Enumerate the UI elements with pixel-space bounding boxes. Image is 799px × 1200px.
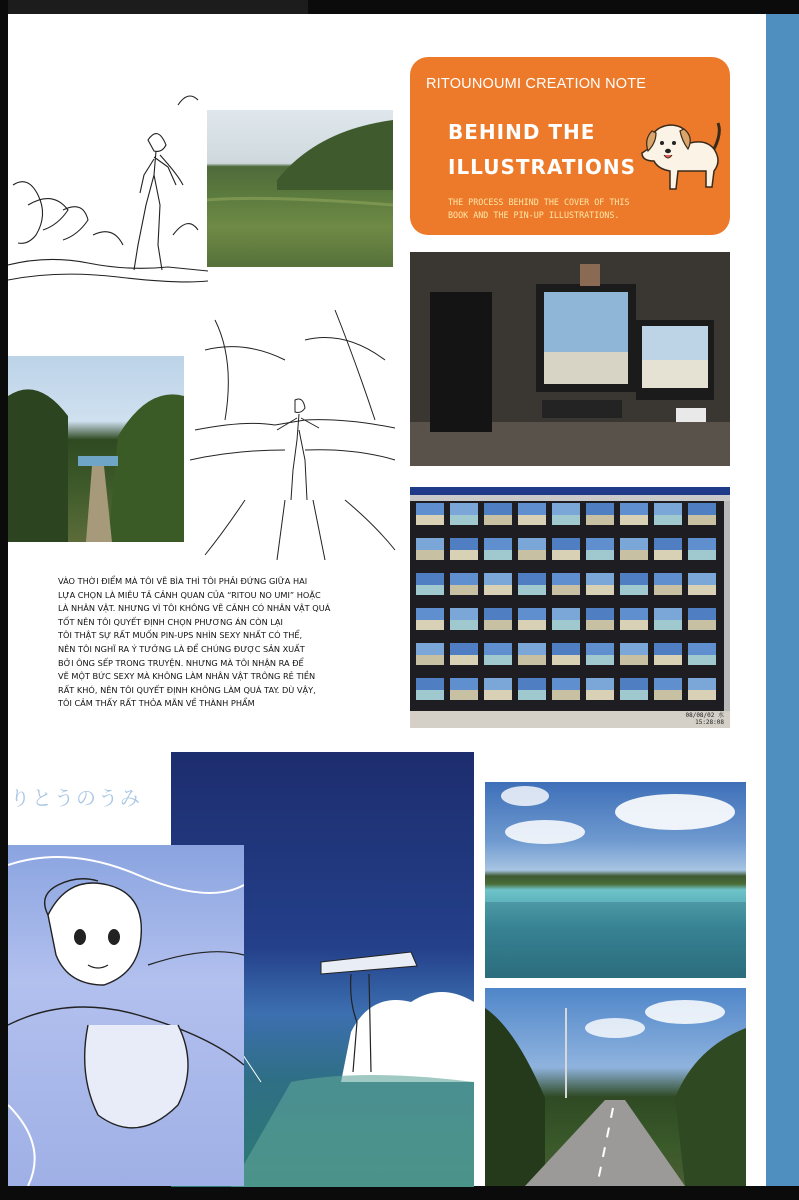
thumbnail-sky	[620, 678, 648, 690]
photo-jungle-path	[8, 356, 184, 542]
sketch-girl-on-path	[185, 300, 400, 560]
thumbnail-ground	[586, 550, 614, 560]
thumbnail-sky	[518, 608, 546, 620]
thumbnail-ground	[450, 550, 478, 560]
body-text-line: TÔI CẢM THẤY RẤT THỎA MÃN VỀ THÀNH PHẨM	[58, 698, 255, 709]
sketch-girl-walking	[8, 85, 208, 300]
thumbnail-ground	[450, 620, 478, 630]
thumbnail-sky	[586, 538, 614, 550]
thumbnail-sky	[518, 538, 546, 550]
thumbnail-ground	[620, 515, 648, 525]
thumbnail-sky	[688, 678, 716, 690]
header-title-line1: BEHIND THE	[448, 120, 596, 144]
thumbnail-ground	[518, 690, 546, 700]
thumbnail-sky	[450, 503, 478, 515]
thumbnail-ground	[552, 585, 580, 595]
body-text-line: VÀO THỜI ĐIỂM MÀ TÔI VẼ BÌA THÌ TÔI PHẢI ĐỨNG GIỮA HAI	[58, 576, 308, 586]
body-text-line: TỐT NÊN TÔI QUYẾT ĐỊNH CHỌN PHƯƠNG ÁN CÒN LẠI	[58, 616, 283, 627]
thumbnail-ground	[688, 655, 716, 665]
thumbnail-sky	[552, 643, 580, 655]
thumbnail-ground	[552, 690, 580, 700]
dog-icon	[628, 109, 723, 194]
thumbnail-sky	[688, 643, 716, 655]
sketch-girl-on-path-drawing	[185, 300, 400, 560]
thumbnail-sky	[484, 643, 512, 655]
photo-coastal-road	[485, 988, 746, 1186]
photo-coastal-road-overlay	[485, 988, 746, 1186]
header-description-line2: BOOK AND THE PIN-UP ILLUSTRATIONS.	[448, 210, 620, 220]
thumbnail-ground	[688, 690, 716, 700]
body-text-line: RẤT KHÓ, NÊN TÔI QUYẾT ĐỊNH KHÔNG LÀM QUÁ TAY. DÙ VẬY,	[58, 684, 316, 695]
thumbnail-sky	[620, 608, 648, 620]
thumbnail-ground	[484, 515, 512, 525]
screen-timestamp: 08/08/02 水 15:28:08	[685, 712, 724, 726]
pinup-illustration	[8, 845, 244, 1186]
body-text	[58, 575, 403, 711]
thumbnail-ground	[450, 655, 478, 665]
photo-grass-field	[207, 110, 393, 267]
thumbnail-ground	[688, 585, 716, 595]
thumbnail-sky	[654, 678, 682, 690]
section-header-box	[410, 57, 730, 235]
thumbnail-ground	[518, 515, 546, 525]
thumbnail-ground	[688, 515, 716, 525]
thumbnail-ground	[416, 690, 444, 700]
thumbnail-ground	[450, 690, 478, 700]
thumbnail-ground	[552, 515, 580, 525]
photo-thumbnail-grid-screen	[410, 487, 730, 728]
thumbnail-sky	[688, 503, 716, 515]
thumbnail-ground	[688, 550, 716, 560]
header-description-line1: THE PROCESS BEHIND THE COVER OF THIS	[448, 197, 630, 207]
thumbnail-ground	[416, 620, 444, 630]
thumbnail-sky	[450, 573, 478, 585]
thumbnail-sky	[518, 573, 546, 585]
thumbnail-ground	[416, 585, 444, 595]
photo-grass-field-overlay	[207, 110, 393, 267]
thumbnail-grid	[410, 487, 730, 728]
thumbnail-ground	[688, 620, 716, 630]
thumbnail-sky	[552, 573, 580, 585]
header-description	[448, 196, 683, 222]
thumbnail-sky	[484, 678, 512, 690]
thumbnail-sky	[552, 608, 580, 620]
thumbnail-sky	[586, 678, 614, 690]
thumbnail-ground	[586, 515, 614, 525]
thumbnail-ground	[484, 620, 512, 630]
sketch-girl-walking-drawing	[8, 85, 208, 300]
cover-logo-text: りとうのうみ	[10, 786, 142, 810]
thumbnail-sky	[654, 538, 682, 550]
body-text-line: LÀ NHÂN VẬT. NHƯNG VÌ TÔI KHÔNG VẼ CẢNH CÓ NHÂN VẬT QUÁ	[58, 603, 331, 614]
thumbnail-ground	[552, 620, 580, 630]
thumbnail-ground	[620, 655, 648, 665]
thumbnail-ground	[416, 550, 444, 560]
thumbnail-sky	[688, 608, 716, 620]
thumbnail-sky	[654, 608, 682, 620]
thumbnail-ground	[586, 655, 614, 665]
thumbnail-ground	[450, 585, 478, 595]
photo-desk-monitors	[410, 252, 730, 466]
photo-reef-sea	[485, 782, 746, 978]
thumbnail-ground	[416, 655, 444, 665]
top-edge-band	[8, 0, 308, 14]
thumbnail-ground	[518, 655, 546, 665]
photo-reef-sea-overlay	[485, 782, 746, 978]
thumbnail-sky	[484, 573, 512, 585]
thumbnail-sky	[450, 643, 478, 655]
body-text-line: VẼ MỘT BỨC SEXY MÀ KHÔNG LÀM NHÂN VẬT TRÔNG RẺ TIỀN	[58, 671, 316, 682]
header-subtitle: RITOUNOUMI CREATION NOTE	[426, 76, 647, 92]
thumbnail-ground	[416, 515, 444, 525]
body-text-line: TÔI THẬT SỰ RẤT MUỐN PIN-UPS NHÌN SEXY NHẤT CÓ THỂ,	[58, 630, 303, 641]
thumbnail-sky	[416, 678, 444, 690]
thumbnail-sky	[484, 608, 512, 620]
thumbnail-sky	[450, 678, 478, 690]
thumbnail-ground	[484, 690, 512, 700]
thumbnail-sky	[484, 538, 512, 550]
thumbnail-ground	[484, 550, 512, 560]
thumbnail-ground	[654, 585, 682, 595]
thumbnail-sky	[416, 643, 444, 655]
thumbnail-sky	[620, 643, 648, 655]
thumbnail-ground	[620, 620, 648, 630]
body-text-line: BỞI ÔNG SẾP TRONG TRUYỆN. NHƯNG MÀ TÔI NHẬN RA ĐỂ	[58, 657, 304, 668]
thumbnail-sky	[518, 643, 546, 655]
thumbnail-ground	[518, 585, 546, 595]
photo-desk-monitors-overlay	[410, 252, 730, 466]
thumbnail-ground	[518, 550, 546, 560]
thumbnail-sky	[518, 678, 546, 690]
thumbnail-ground	[654, 620, 682, 630]
book-spine	[766, 14, 799, 1186]
thumbnail-sky	[688, 538, 716, 550]
thumbnail-ground	[518, 620, 546, 630]
thumbnail-sky	[518, 503, 546, 515]
thumbnail-sky	[450, 608, 478, 620]
thumbnail-ground	[620, 550, 648, 560]
thumbnail-sky	[620, 573, 648, 585]
thumbnail-sky	[586, 608, 614, 620]
thumbnail-sky	[484, 503, 512, 515]
thumbnail-sky	[586, 503, 614, 515]
thumbnail-sky	[620, 538, 648, 550]
thumbnail-sky	[654, 573, 682, 585]
thumbnail-ground	[586, 585, 614, 595]
thumbnail-sky	[552, 678, 580, 690]
thumbnail-ground	[620, 690, 648, 700]
thumbnail-sky	[654, 503, 682, 515]
thumbnail-ground	[450, 515, 478, 525]
thumbnail-sky	[688, 573, 716, 585]
thumbnail-ground	[654, 655, 682, 665]
body-text-line: LỰA CHỌN LÀ MIÊU TẢ CẢNH QUAN CỦA “RITOU NO UMI” HOẶC	[58, 589, 321, 600]
thumbnail-ground	[586, 620, 614, 630]
header-title-line2: ILLUSTRATIONS	[448, 155, 637, 179]
pinup-illustration-drawing	[8, 845, 244, 1186]
thumbnail-sky	[450, 538, 478, 550]
thumbnail-ground	[552, 655, 580, 665]
photo-jungle-path-overlay	[8, 356, 184, 542]
thumbnail-ground	[654, 690, 682, 700]
thumbnail-sky	[620, 503, 648, 515]
thumbnail-ground	[654, 515, 682, 525]
thumbnail-ground	[552, 550, 580, 560]
thumbnail-sky	[416, 503, 444, 515]
thumbnail-ground	[586, 690, 614, 700]
thumbnail-sky	[552, 503, 580, 515]
thumbnail-sky	[654, 643, 682, 655]
thumbnail-sky	[552, 538, 580, 550]
thumbnail-ground	[484, 655, 512, 665]
thumbnail-ground	[620, 585, 648, 595]
thumbnail-sky	[586, 643, 614, 655]
thumbnail-sky	[416, 608, 444, 620]
thumbnail-ground	[654, 550, 682, 560]
body-text-line: NÊN TÔI NGHĨ RA Ý TƯỞNG LÀ ĐỂ CHÚNG ĐƯỢC SẢN XUẤT	[58, 643, 305, 654]
thumbnail-sky	[416, 538, 444, 550]
thumbnail-sky	[416, 573, 444, 585]
thumbnail-sky	[586, 573, 614, 585]
thumbnail-ground	[484, 585, 512, 595]
